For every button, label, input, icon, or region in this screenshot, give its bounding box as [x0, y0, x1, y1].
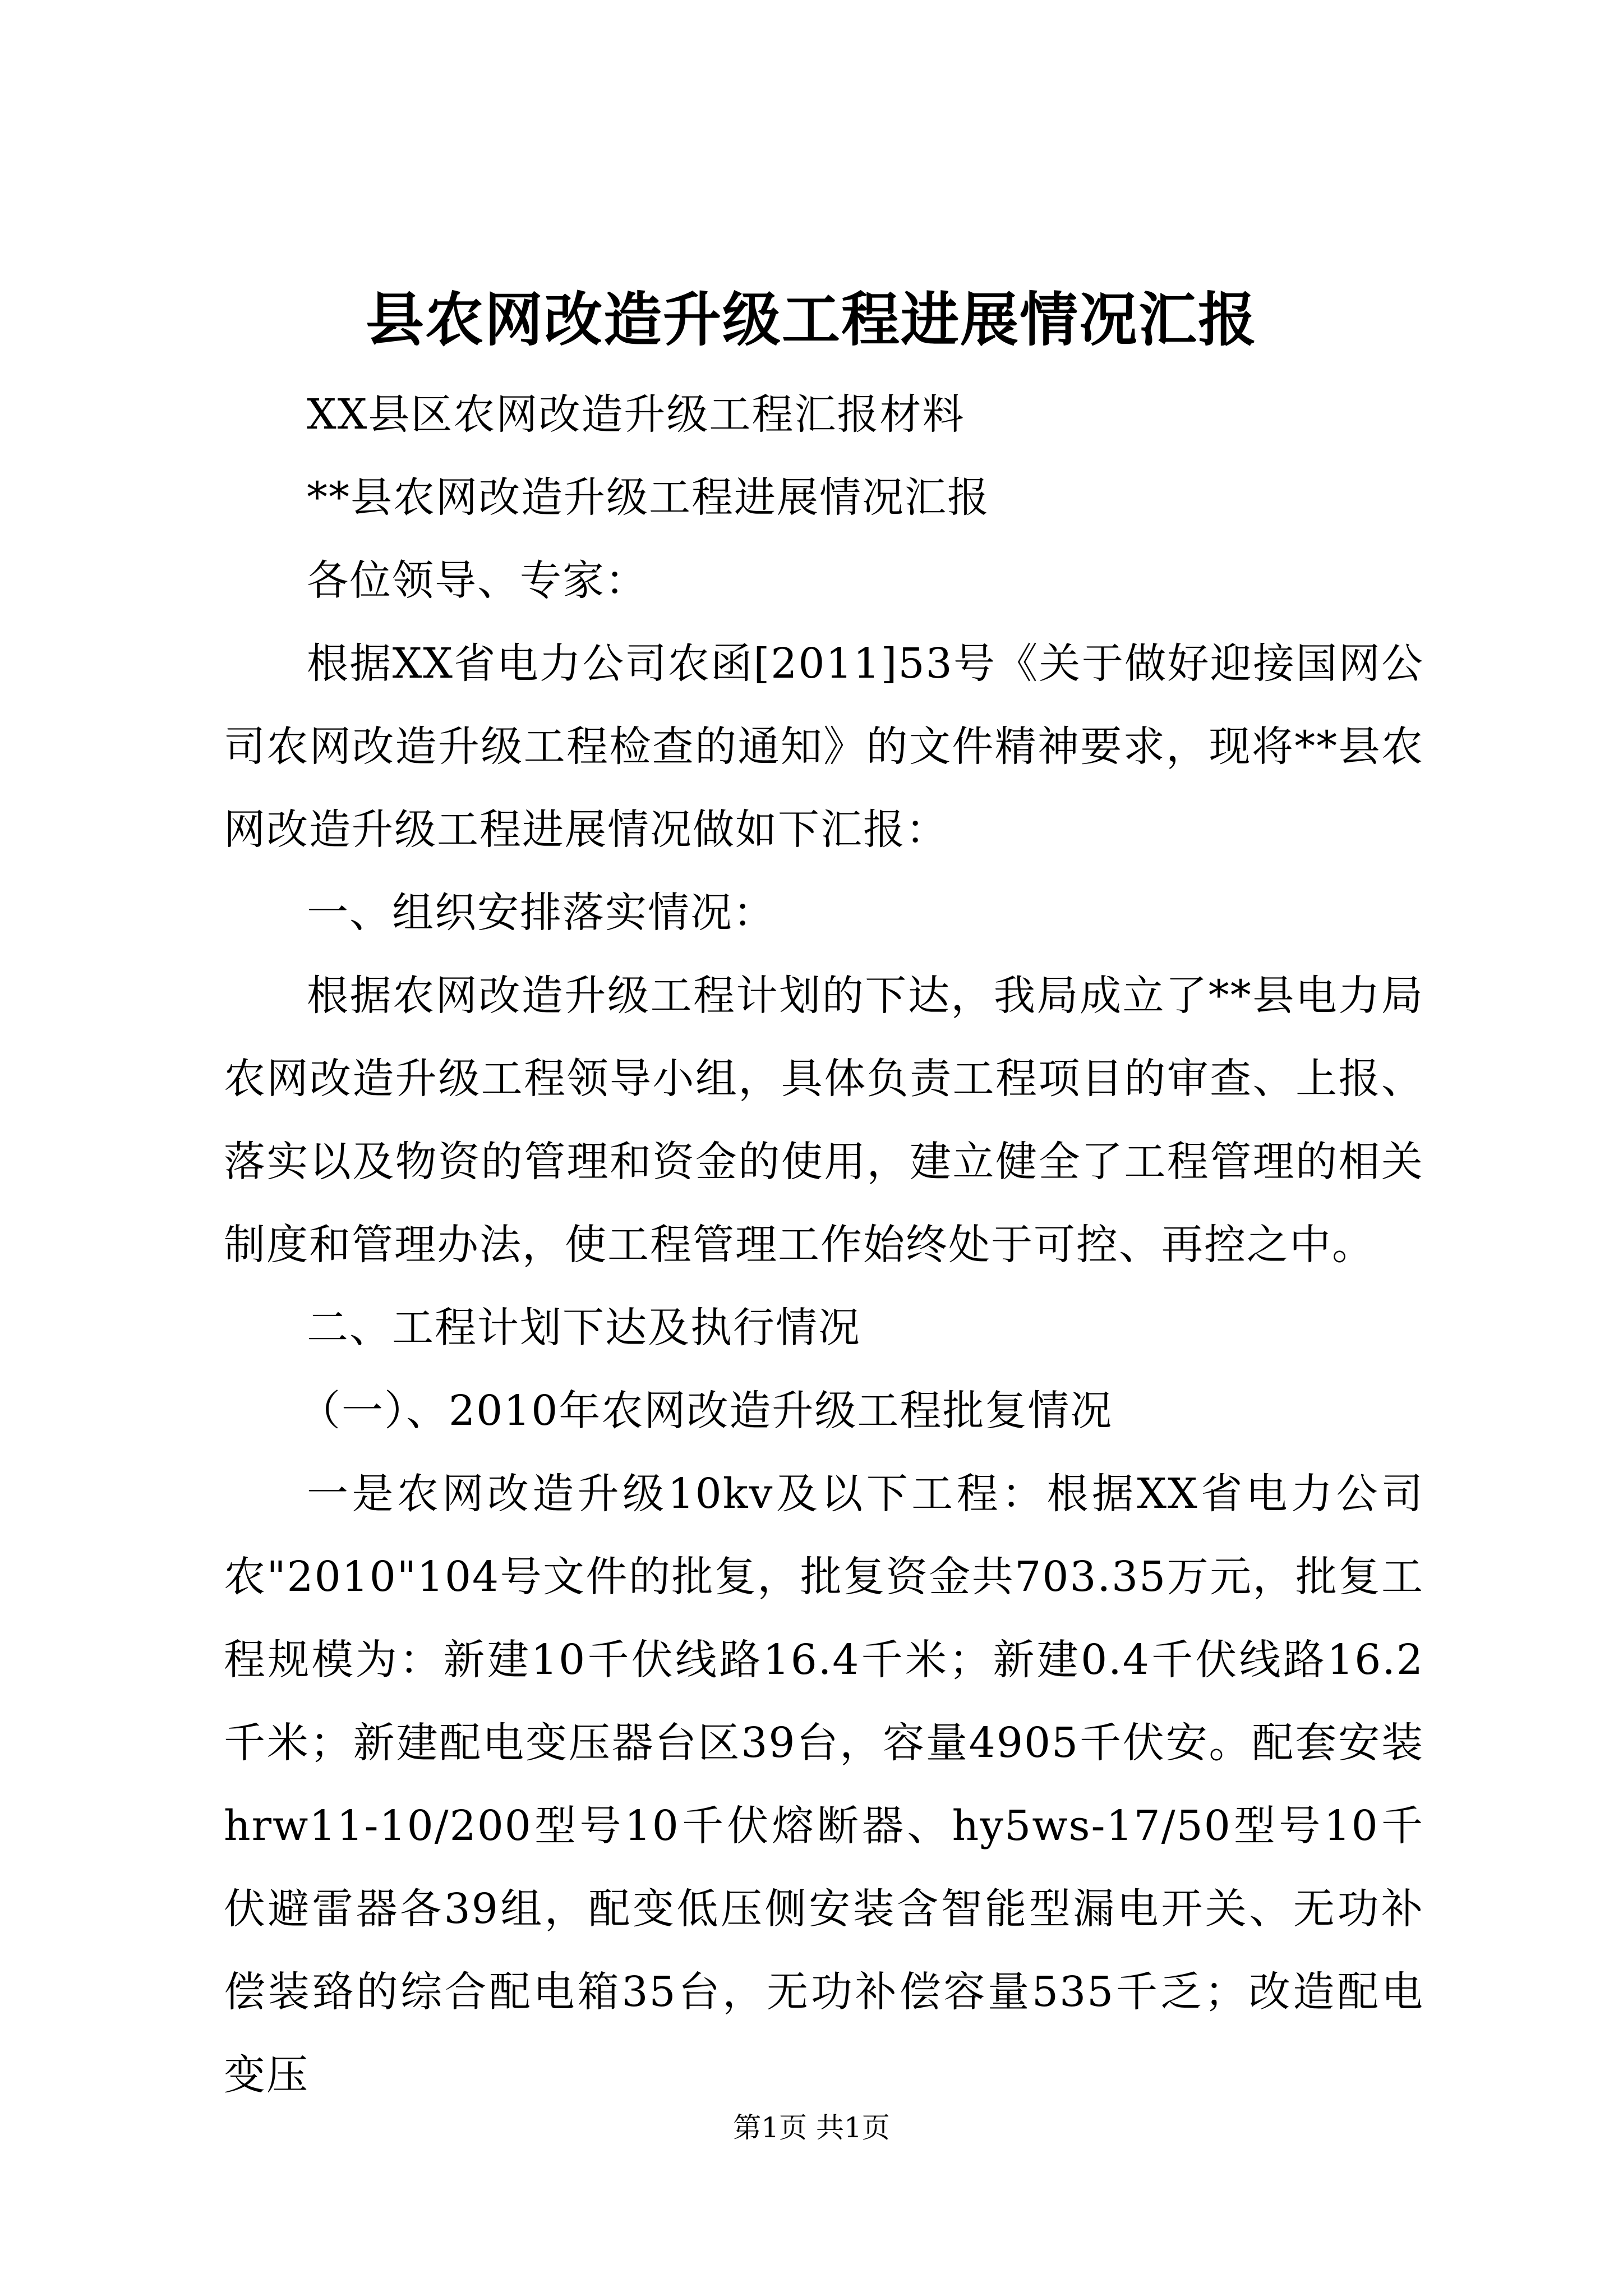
- paragraph-material-heading: XX县区农网改造升级工程汇报材料: [307, 390, 965, 439]
- page-number-footer: 第1页 共1页: [733, 2111, 890, 2144]
- subsection-heading-2010-approval: （一）、2010年农网改造升级工程批复情况: [299, 1387, 1113, 1435]
- paragraph-intro: 根据XX省电力公司农函[2011]53号《关于做好迎接国网公司农网改造升级工程检查的通知》的文件精神要求，现将**县农网改造升级工程进展情况做如下汇报：: [224, 639, 1424, 854]
- section-heading-plan-execution: 二、工程计划下达及执行情况: [307, 1304, 861, 1352]
- paragraph-organization: 根据农网改造升级工程计划的下达，我局成立了**县电力局农网改造升级工程领导小组，具体负责工程项目的审查、上报、落实以及物资的管理和资金的使用，建立健全了工程管理的相关制度和管理办法，使工程管理工作始终处于可控、再控之中。: [224, 972, 1424, 1269]
- paragraph-salutation: 各位领导、专家：: [307, 556, 648, 605]
- paragraph-10kv-project: 一是农网改造升级10kv及以下工程：根据XX省电力公司农"2010"104号文件的批复，批复资金共703.35万元，批复工程规模为：新建10千伏线路16.4千米；新建0.4千伏线路16.2千米；新建配电变压器台区39台，容量4905千伏安。配套安装hrw11-10/200型号10千伏熔断器、hy5ws-17/50型号10千伏避雷器各39组，配变低压侧安装含智能型漏电开关、无功补偿装臵的综合配电箱35台，无功补偿容量535千乏；改造配电变压: [224, 1470, 1424, 2099]
- document-body: [224, 373, 1424, 2116]
- section-heading-organization: 一、组织安排落实情况：: [307, 889, 776, 937]
- paragraph-report-heading: **县农网改造升级工程进展情况汇报: [307, 473, 990, 522]
- document-title: 县农网改造升级工程进展情况汇报: [365, 285, 1257, 354]
